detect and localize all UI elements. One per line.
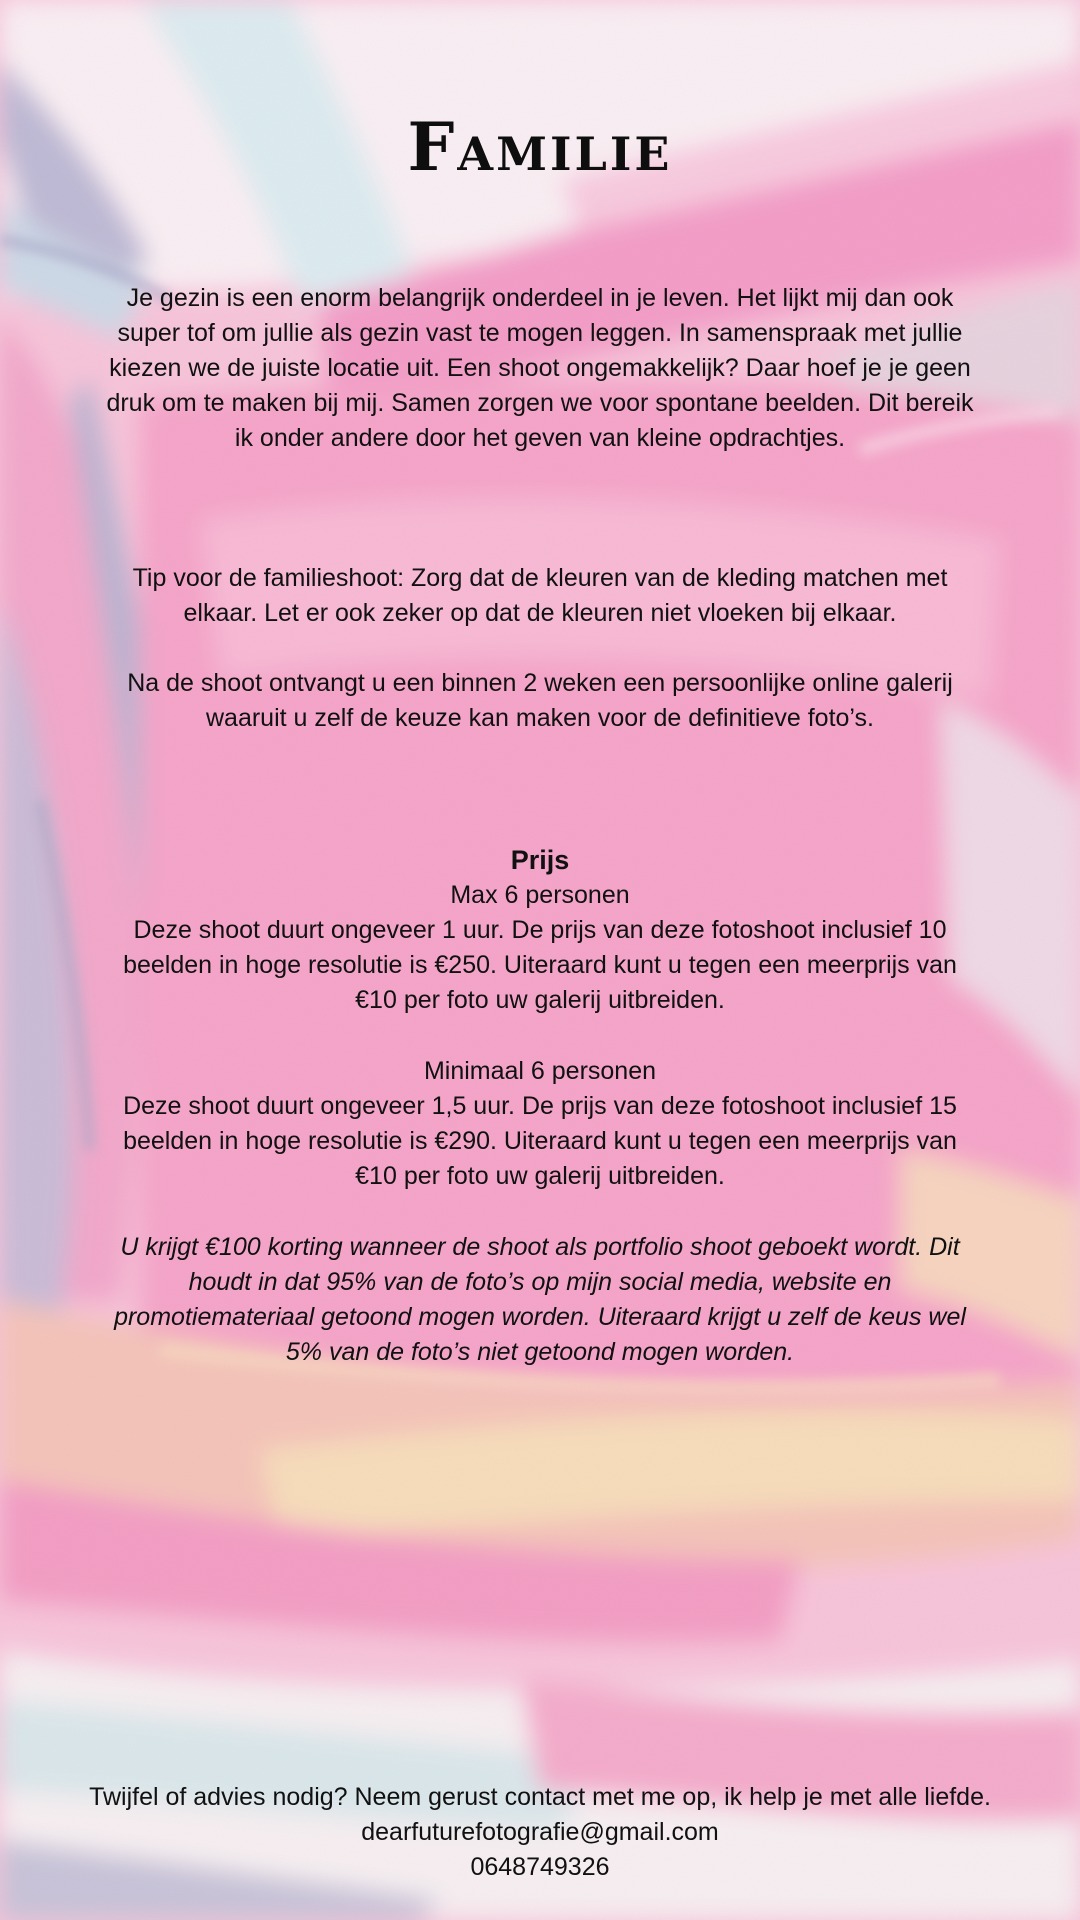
contact-footer — [0, 1780, 1080, 1885]
gallery-paragraph: Na de shoot ontvangt u een binnen 2 weken een persoonlijke online galerij waaruit u zelf de keuze kan maken voor de definitieve foto’s. — [127, 669, 953, 732]
contact-phone[interactable]: 0648749326 — [470, 1853, 610, 1881]
discount-paragraph: U krijgt €100 korting wanneer de shoot als portfolio shoot geboekt wordt. Dit houdt in dat 95% van de foto’s op mijn social media, website en promotiemateriaal getoond mogen worden. Uiteraard krijgt u zelf de keus wel 5% van de foto’s niet getoond mogen worden. — [114, 1233, 966, 1366]
contact-email[interactable]: dearfuturefotografie@gmail.com — [361, 1818, 719, 1846]
pricing-max-text: Deze shoot duurt ongeveer 1 uur. De prijs van deze fotoshoot inclusief 10 beelden in hoge resolutie is €250. Uiteraard kunt u tegen een meerprijs van €10 per foto uw galerij uitbreiden. — [123, 916, 957, 1014]
pricing-max-section — [100, 843, 980, 1018]
pricing-heading: Prijs — [510, 845, 570, 875]
pricing-min-label: Minimaal 6 personen — [423, 1057, 657, 1085]
pricing-max-label: Max 6 personen — [450, 881, 630, 909]
page-title: Familie — [407, 108, 673, 186]
pricing-min-section — [100, 1054, 980, 1194]
tip-paragraph: Tip voor de familieshoot: Zorg dat de kleuren van de kleding matchen met elkaar. Let er ook zeker op dat de kleuren niet vloeken bij elkaar. — [132, 564, 948, 627]
pricing-min-text: Deze shoot duurt ongeveer 1,5 uur. De prijs van deze fotoshoot inclusief 15 beelden in hoge resolutie is €290. Uiteraard kunt u tegen een meerprijs van €10 per foto uw galerij uitbreiden. — [123, 1092, 957, 1190]
contact-line: Twijfel of advies nodig? Neem gerust contact met me op, ik help je met alle liefde. — [89, 1783, 991, 1811]
intro-paragraph: Je gezin is een enorm belangrijk onderdeel in je leven. Het lijkt mij dan ook super tof om jullie als gezin vast te mogen leggen. In samenspraak met jullie kiezen we de juiste locatie uit. Een shoot ongemakkelijk? Daar hoef je je geen druk om te maken bij mij. Samen zorgen we voor spontane beelden. Dit bereik ik onder andere door het geven van kleine opdrachtjes. — [106, 284, 974, 452]
